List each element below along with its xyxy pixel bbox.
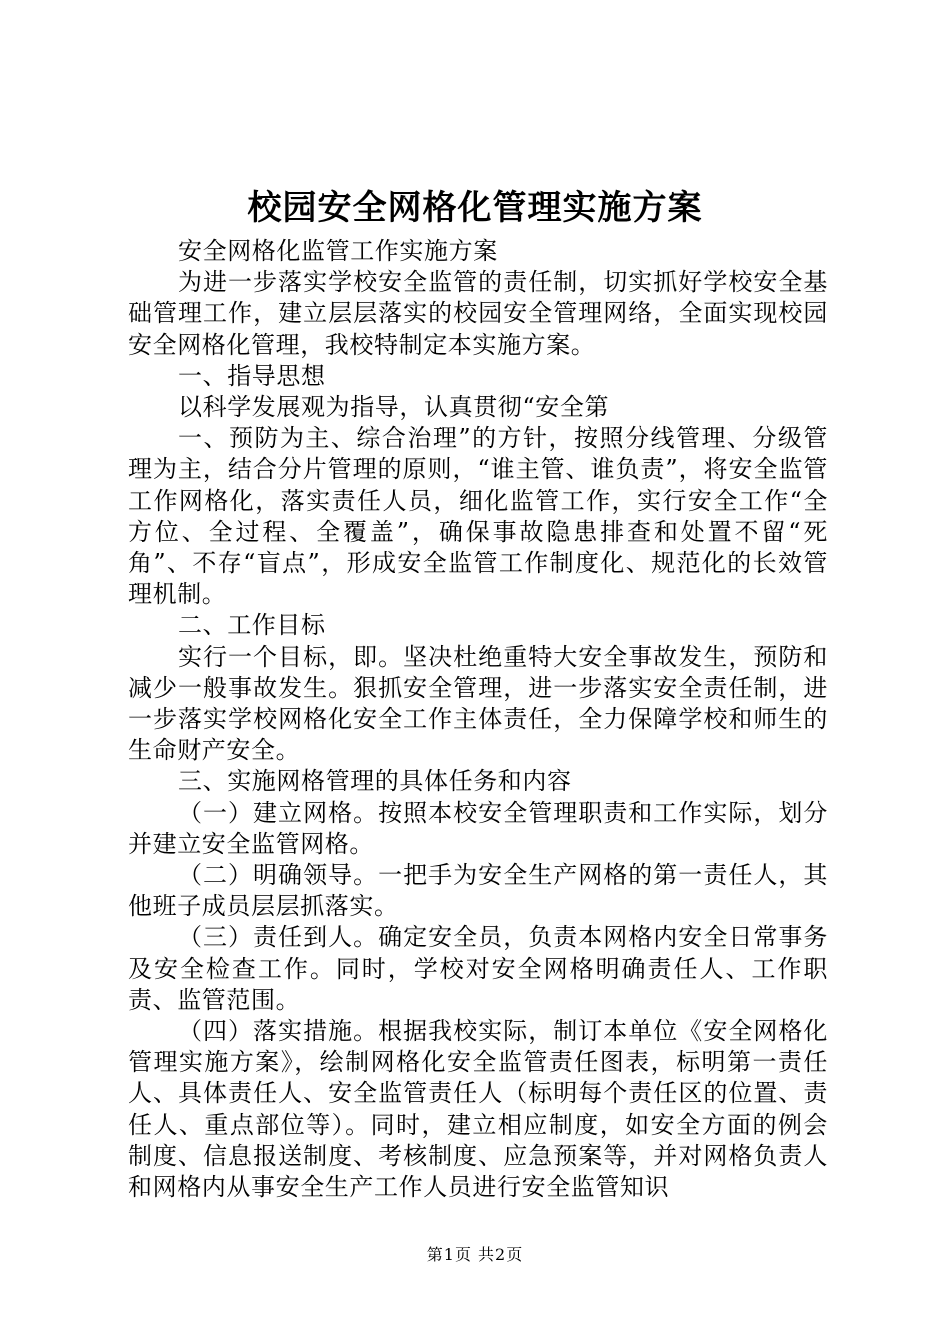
task-item-4: （四）落实措施。根据我校实际，制订本单位《安全网格化管理实施方案》，绘制网格化安全监管责任图表，标明第一责任人、具体责任人、安全监管责任人（标明每个责任区的位置、责任人、重点部位等）。同时，建立相应制度，如安全方面的例会制度、信息报送制度、考核制度、应急预案等，并对网格负责人和网格内从事安全生产工作人员进行安全监管知识 [128,1017,828,1202]
section-heading-guiding-ideology: 一、指导思想 [178,361,326,390]
guiding-ideology-paragraph-continued: 一、预防为主、综合治理”的方针，按照分线管理、分级管理为主，结合分片管理的原则，“谁主管、谁负责”，将安全监管工作网格化，落实责任人员，细化监管工作，实行安全工作“全方位、全过程、全覆盖”，确保事故隐患排查和处置不留“死角”、不存“盲点”，形成安全监管工作制度化、规范化的长效管理机制。 [128,424,828,609]
subtitle-paragraph: 安全网格化监管工作实施方案 [178,237,498,265]
section-heading-work-goal: 二、工作目标 [178,611,326,640]
document-body [128,236,828,1203]
task-item-1: （一）建立网格。按照本校安全管理职责和工作实际，划分并建立安全监管网格。 [128,798,828,858]
work-goal-paragraph: 实行一个目标，即。坚决杜绝重特大安全事故发生，预防和减少一般事故发生。狠抓安全管理，进一步落实安全责任制，进一步落实学校网格化安全工作主体责任，全力保障学校和师生的生命财产安全。 [128,642,828,765]
document-title: 校园安全网格化管理实施方案 [247,188,703,228]
section-heading-tasks: 三、实施网格管理的具体任务和内容 [178,767,572,796]
task-item-2: （二）明确领导。一把手为安全生产网格的第一责任人，其他班子成员层层抓落实。 [128,861,828,921]
page-number-footer: 第1页 共2页 [426,1245,524,1264]
guiding-ideology-paragraph: 以科学发展观为指导，认真贯彻“安全第 [178,393,610,422]
task-item-3: （三）责任到人。确定安全员，负责本网格内安全日常事务及安全检查工作。同时，学校对安全网格明确责任人、工作职责、监管范围。 [128,923,828,1014]
intro-paragraph: 为进一步落实学校安全监管的责任制，切实抓好学校安全基础管理工作，建立层层落实的校园安全管理网络，全面实现校园安全网格化管理，我校特制定本实施方案。 [128,268,828,359]
